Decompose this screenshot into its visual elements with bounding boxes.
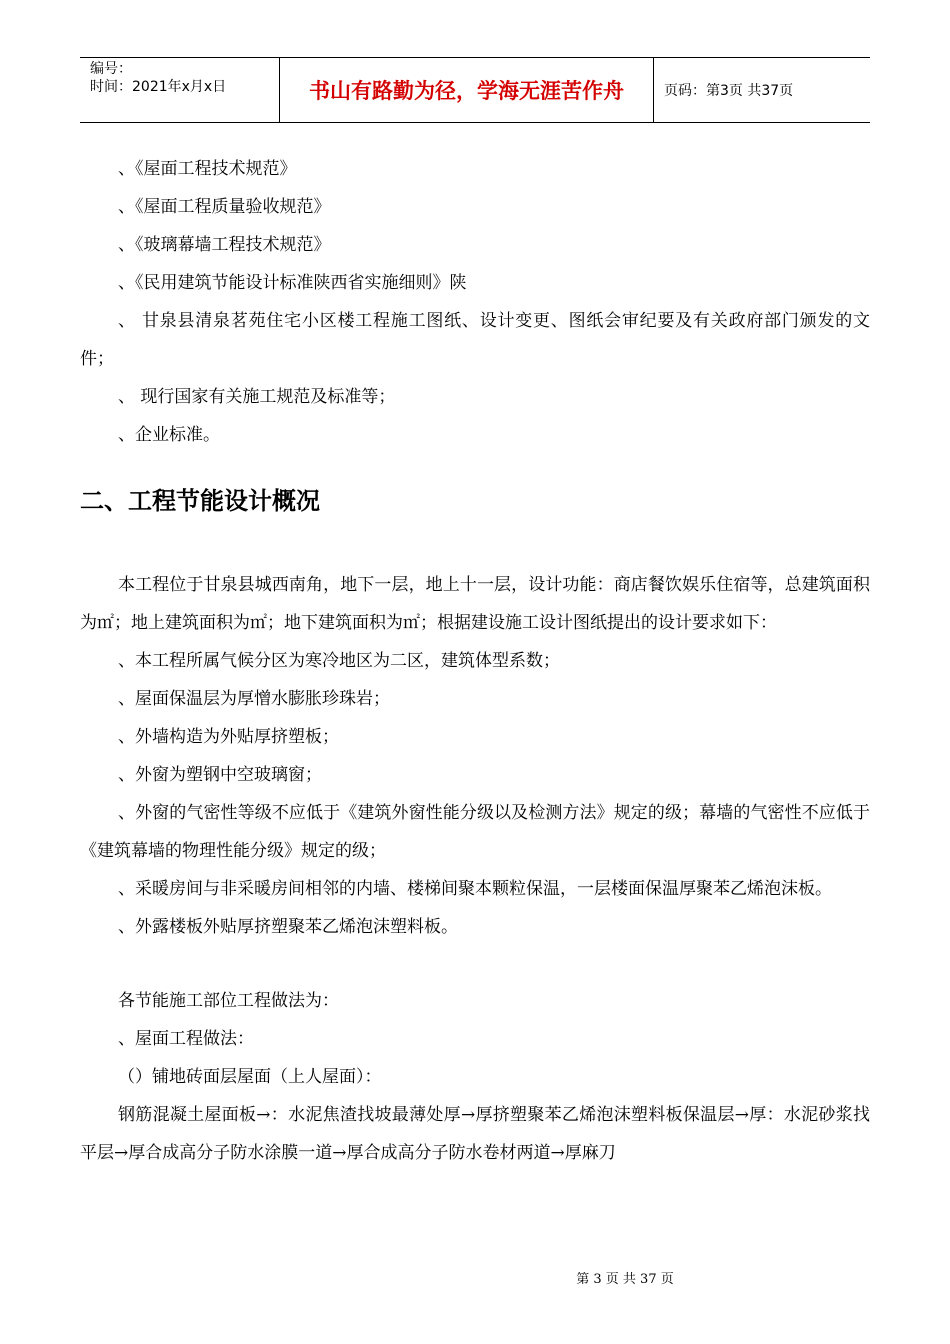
page-header (80, 57, 870, 123)
list-item: 、《屋面工程技术规范》 (118, 159, 297, 179)
header-page-info: 页码：第3页 共37页 (664, 83, 794, 99)
time-label: 时间：2021年x月x日 (90, 79, 227, 95)
list-item: 、外露楼板外贴厚挤塑聚苯乙烯泡沫塑料板。 (118, 917, 458, 937)
roof-sub: （）铺地砖面层屋面（上人屋面）： (118, 1067, 382, 1087)
roof-method: 、屋面工程做法： (118, 1029, 254, 1049)
list-item: 、外墙构造为外贴厚挤塑板； (118, 727, 339, 747)
list-item: 、本工程所属气候分区为寒冷地区为二区，建筑体型系数； (118, 651, 560, 671)
methods-intro: 各节能施工部位工程做法为： (118, 991, 339, 1011)
list-item: 、采暖房间与非采暖房间相邻的内墙、楼梯间聚本颗粒保温，一层楼面保温厚聚苯乙烯泡沫板。 (118, 879, 832, 899)
list-item: 、外窗为塑钢中空玻璃窗； (118, 765, 322, 785)
footer-page-number: 第 3 页 共 37 页 (576, 1272, 674, 1287)
section-heading: 二、工程节能设计概况 (80, 487, 320, 515)
header-motto: 书山有路勤为径，学海无涯苦作舟 (280, 58, 654, 122)
list-item: 、《屋面工程质量验收规范》 (118, 197, 331, 217)
document-body (80, 150, 870, 1172)
list-item: 、 甘泉县清泉茗苑住宅小区楼工程施工图纸、设计变更、图纸会审纪要及有关政府部门颁发的文件； (80, 311, 870, 369)
number-label: 编号： (90, 61, 132, 77)
list-item: 、 现行国家有关施工规范及标准等； (118, 387, 396, 407)
header-meta (80, 58, 280, 122)
list-item: 、屋面保温层为厚憎水膨胀珍珠岩； (118, 689, 390, 709)
page-footer (0, 1268, 950, 1287)
spacer (80, 946, 870, 982)
roof-detail: 钢筋混凝土屋面板→：水泥焦渣找坡最薄处厚→厚挤塑聚苯乙烯泡沫塑料板保温层→厚：水泥砂浆找平层→厚合成高分子防水涂膜一道→厚合成高分子防水卷材两道→厚麻刀 (80, 1105, 870, 1163)
list-item: 、《玻璃幕墙工程技术规范》 (118, 235, 331, 255)
list-item: 、《民用建筑节能设计标准陕西省实施细则》陕 (118, 273, 467, 293)
list-item: 、企业标准。 (118, 425, 220, 445)
list-item: 、外窗的气密性等级不应低于《建筑外窗性能分级以及检测方法》规定的级；幕墙的气密性不应低于《建筑幕墙的物理性能分级》规定的级； (80, 803, 870, 861)
intro-paragraph: 本工程位于甘泉县城西南角，地下一层，地上十一层，设计功能：商店餐饮娱乐住宿等，总建筑面积为㎡；地上建筑面积为㎡；地下建筑面积为㎡；根据建设施工设计图纸提出的设计要求如下： (80, 575, 870, 633)
